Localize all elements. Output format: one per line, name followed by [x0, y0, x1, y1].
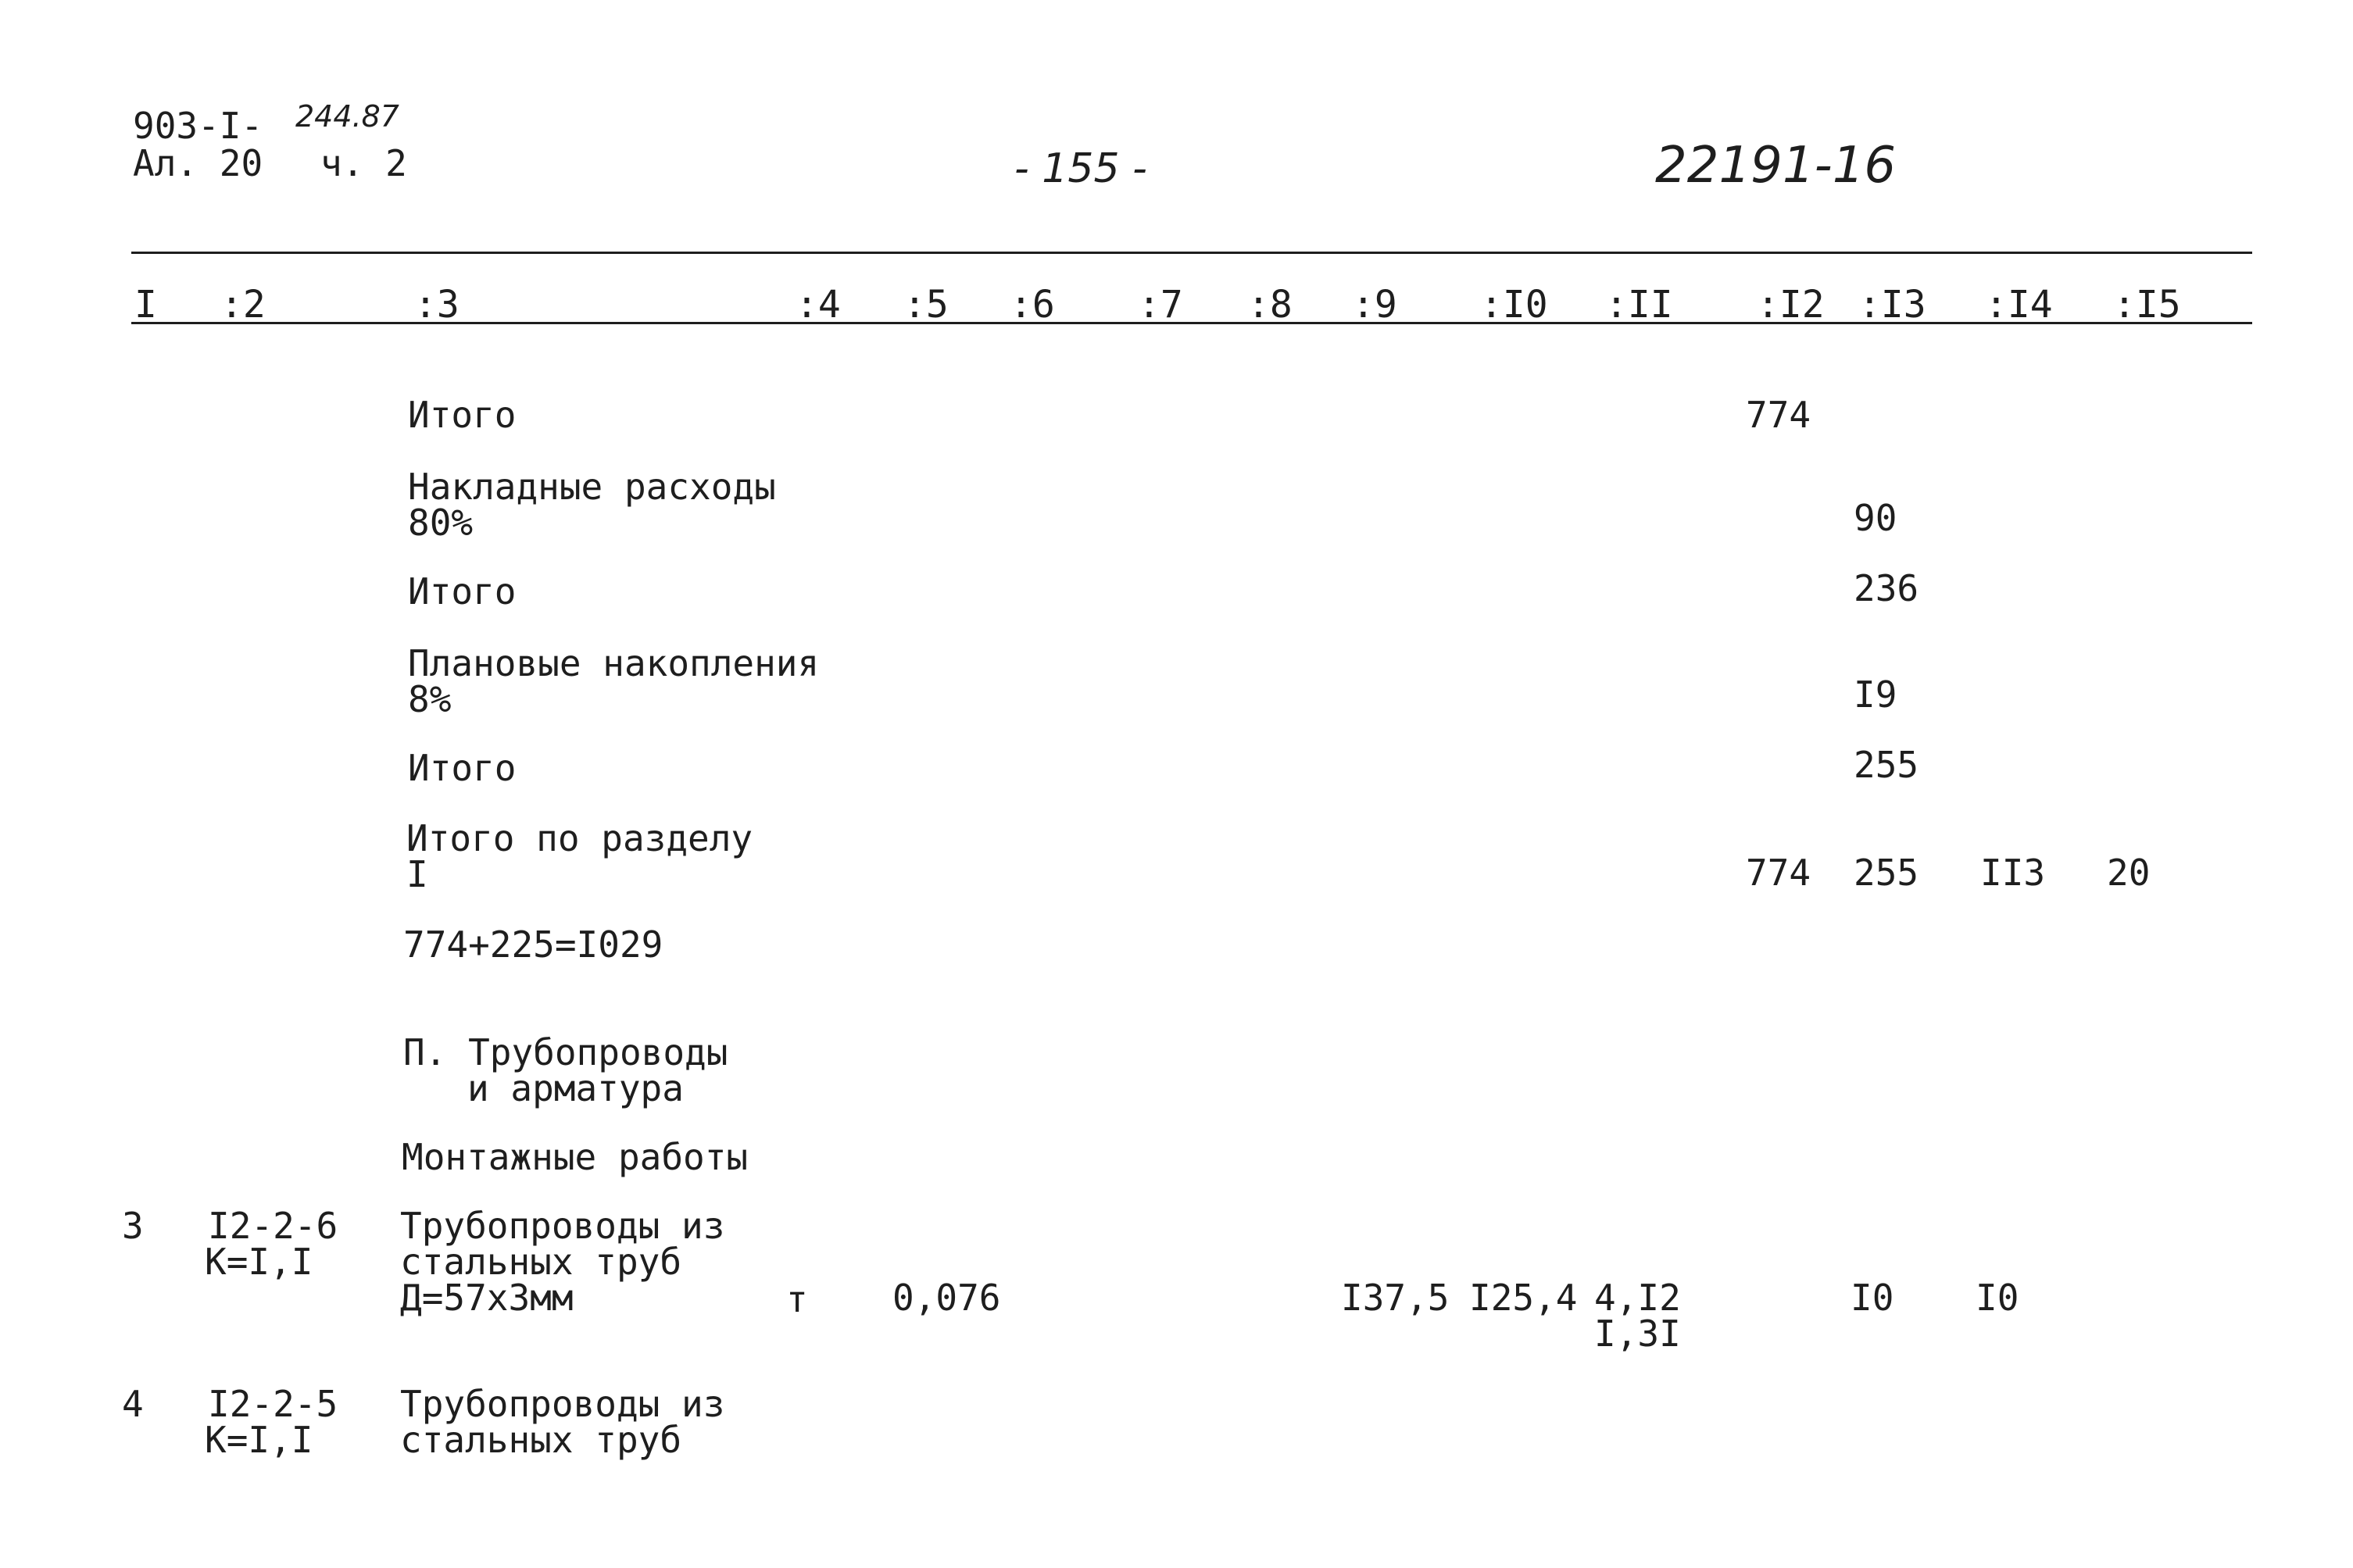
- series-code: 903-I-: [133, 105, 263, 147]
- item-col14: I0: [1976, 1277, 2019, 1319]
- section-total-col14: II3: [1980, 852, 2046, 894]
- item-col9: I37,5: [1341, 1277, 1450, 1319]
- planned-savings-label: Плановые накопления: [408, 642, 820, 684]
- item-coefficient: К=I,I: [205, 1241, 313, 1283]
- planned-savings-col13: I9: [1854, 673, 1897, 716]
- page-number: - 155 -: [1014, 145, 1147, 192]
- col-header-7: :7: [1138, 283, 1183, 327]
- col-header-8: :8: [1247, 283, 1293, 327]
- item-col11: 4,I2: [1594, 1277, 1681, 1319]
- col-header-14: :I4: [1985, 283, 2053, 327]
- section-total-col12: 774: [1746, 852, 1811, 894]
- item-description: стальных труб: [400, 1419, 682, 1461]
- works-title: Монтажные работы: [402, 1136, 749, 1178]
- planned-savings-percent: 8%: [408, 678, 452, 720]
- col-header-9: :9: [1352, 283, 1397, 327]
- col-header-12: :I2: [1757, 283, 1825, 327]
- col-header-4: :4: [796, 283, 841, 327]
- series-handwritten: 244.87: [295, 99, 399, 134]
- overhead-label: Накладные расходы: [408, 466, 776, 508]
- overhead-col13: 90: [1854, 497, 1897, 539]
- overhead-percent: 80%: [408, 502, 474, 544]
- item-description: Трубопроводы из: [400, 1205, 725, 1247]
- col-header-1: I: [134, 283, 157, 327]
- section2-title: П. Трубопроводы: [403, 1031, 728, 1073]
- section-total-label: Итого по разделу: [406, 817, 753, 859]
- item-col13: I0: [1851, 1277, 1894, 1319]
- sum-line: 774+225=I029: [403, 923, 663, 966]
- item-description: Трубопроводы из: [400, 1383, 725, 1425]
- itogo-label: Итого: [408, 570, 517, 613]
- col-header-3: :3: [414, 283, 460, 327]
- section-total-col13: 255: [1854, 852, 1919, 894]
- item-quantity: 0,076: [892, 1277, 1001, 1319]
- item-code: I2-2-6: [208, 1205, 338, 1247]
- itogo-col12: 774: [1746, 394, 1811, 436]
- part-label: ч. 2: [320, 142, 407, 184]
- col-header-2: :2: [220, 283, 266, 327]
- itogo-label: Итого: [408, 747, 517, 789]
- col-header-11: :II: [1605, 283, 1673, 327]
- itogo-label: Итого: [408, 394, 517, 436]
- item-coefficient: К=I,I: [205, 1419, 313, 1461]
- section-total-roman: I: [406, 853, 428, 895]
- item-number: 4: [122, 1383, 144, 1425]
- col-header-6: :6: [1010, 283, 1055, 327]
- section2-subtitle: и арматура: [467, 1067, 684, 1109]
- col-header-5: :5: [903, 283, 949, 327]
- document-number: 22191-16: [1655, 137, 1897, 195]
- item-code: I2-2-5: [208, 1383, 338, 1425]
- itogo-col13: 255: [1854, 744, 1919, 786]
- col-header-15: :I5: [2113, 283, 2181, 327]
- itogo-col13: 236: [1854, 567, 1919, 609]
- item-number: 3: [122, 1205, 144, 1247]
- item-unit: т: [786, 1278, 808, 1320]
- col-header-10: :I0: [1480, 283, 1548, 327]
- album-label: Ал. 20: [133, 142, 263, 184]
- top-rule: [131, 252, 2252, 254]
- section-total-col15: 20: [2107, 852, 2151, 894]
- col-header-13: :I3: [1858, 283, 1926, 327]
- item-description: стальных труб: [400, 1241, 682, 1283]
- item-description: Д=57х3мм: [400, 1277, 574, 1319]
- item-col11: I,3I: [1594, 1313, 1681, 1355]
- item-col10: I25,4: [1469, 1277, 1578, 1319]
